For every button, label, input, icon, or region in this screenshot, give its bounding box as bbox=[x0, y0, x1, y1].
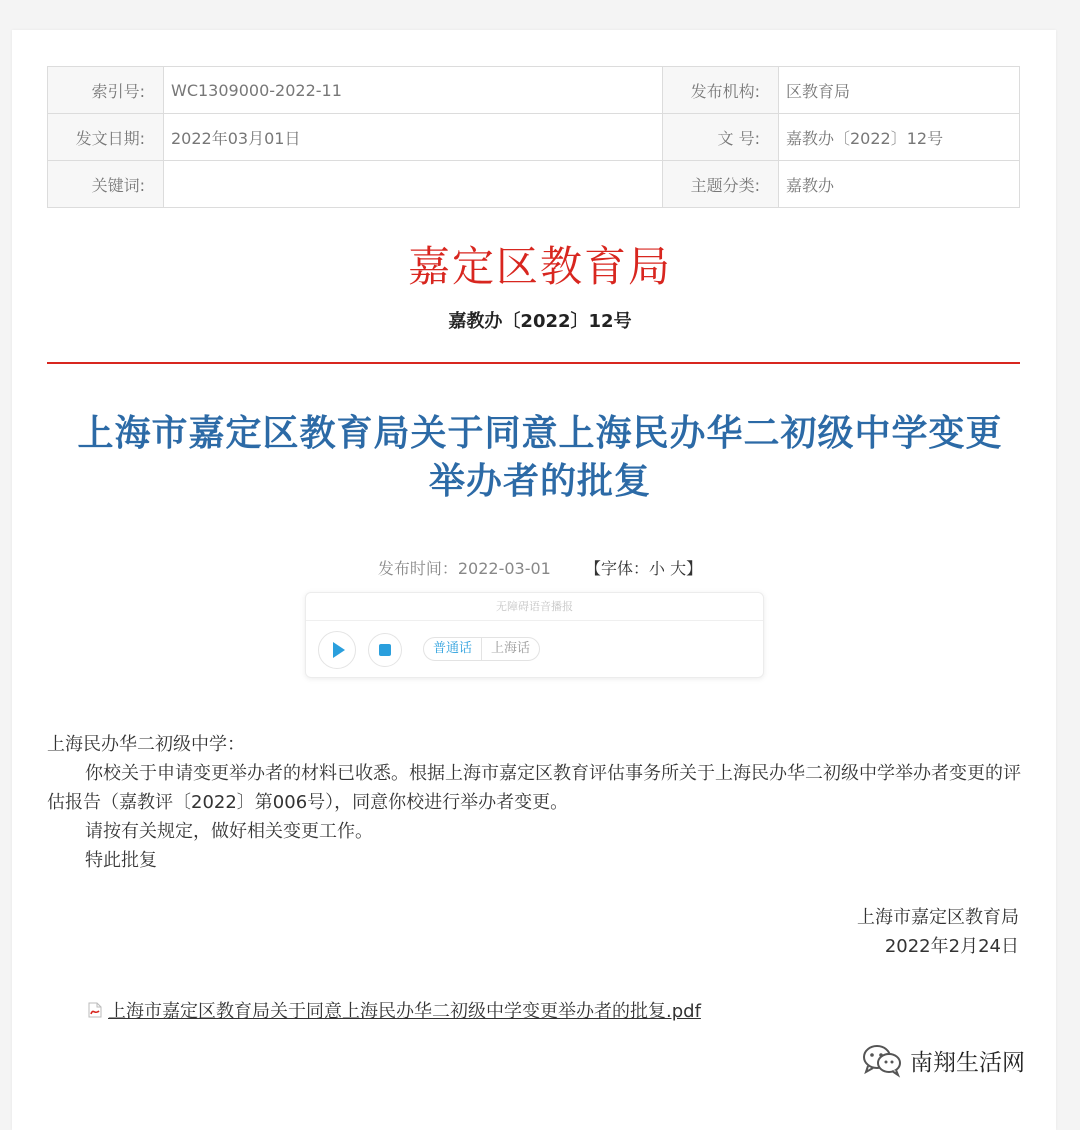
doc-number-value: 嘉教办〔2022〕12号 bbox=[779, 114, 1020, 161]
keywords-label: 关键词: bbox=[48, 161, 164, 208]
mandarin-option[interactable]: 普通话 bbox=[424, 638, 482, 660]
stop-icon bbox=[379, 644, 391, 656]
signature-block bbox=[600, 903, 1019, 961]
watermark bbox=[860, 1040, 1025, 1080]
category-value: 嘉教办 bbox=[779, 161, 1020, 208]
title-line-2: 举办者的批复 bbox=[428, 461, 651, 502]
stop-button[interactable] bbox=[368, 633, 402, 667]
doc-number: 嘉教办〔2022〕12号 bbox=[448, 311, 632, 332]
audio-player bbox=[305, 592, 764, 678]
publish-time-value: 2022-03-01 bbox=[457, 559, 551, 578]
table-row bbox=[48, 161, 1020, 208]
publish-info bbox=[0, 556, 1080, 579]
wechat-icon bbox=[860, 1042, 904, 1078]
table-row bbox=[48, 114, 1020, 161]
watermark-text: 南翔生活网 bbox=[910, 1049, 1025, 1076]
table-row bbox=[48, 67, 1020, 114]
play-icon bbox=[333, 642, 345, 658]
publisher-value: 区教育局 bbox=[779, 67, 1020, 114]
issue-date-value: 2022年03月01日 bbox=[164, 114, 663, 161]
body-paragraph: 请按有关规定，做好相关变更工作。 bbox=[85, 821, 373, 842]
index-value: WC1309000-2022-11 bbox=[164, 67, 663, 114]
salutation: 上海民办华二初级中学： bbox=[47, 734, 245, 755]
publisher-label: 发布机构: bbox=[663, 67, 779, 114]
body-paragraph: 你校关于申请变更举办者的材料已收悉。根据上海市嘉定区教育评估事务所关于上海民办华二初级中学举办者变更的评估报告（嘉教评〔2022〕第006号），同意你校进行举办者变更。 bbox=[47, 763, 1021, 813]
signature-date: 2022年2月24日 bbox=[884, 936, 1019, 957]
title-line-1: 上海市嘉定区教育局关于同意上海民办华二初级中学变更 bbox=[77, 413, 1003, 454]
shanghainese-option[interactable]: 上海话 bbox=[491, 641, 531, 656]
font-size-label: 【字体： bbox=[585, 559, 650, 578]
attachment bbox=[88, 997, 701, 1023]
play-button[interactable] bbox=[318, 631, 356, 669]
org-title: 嘉定区教育局 bbox=[407, 242, 672, 291]
issue-date-label: 发文日期: bbox=[48, 114, 164, 161]
signature-org: 上海市嘉定区教育局 bbox=[857, 907, 1019, 928]
page-title bbox=[40, 410, 1040, 506]
attachment-link[interactable]: 上海市嘉定区教育局关于同意上海民办华二初级中学变更举办者的批复.pdf bbox=[108, 1001, 701, 1022]
pdf-icon bbox=[88, 1002, 102, 1018]
publish-time-label: 发布时间： bbox=[377, 559, 458, 578]
keywords-value bbox=[164, 161, 663, 208]
red-divider bbox=[47, 362, 1020, 364]
font-large-link[interactable]: 大 bbox=[670, 559, 687, 578]
body-paragraph: 特此批复 bbox=[85, 850, 157, 871]
category-label: 主题分类: bbox=[663, 161, 779, 208]
dialect-toggle bbox=[423, 637, 540, 661]
audio-heading: 无障碍语音播报 bbox=[306, 593, 763, 621]
font-small-link[interactable]: 小 bbox=[649, 559, 666, 578]
font-size-close: 】 bbox=[686, 559, 703, 578]
doc-number-label: 文 号: bbox=[663, 114, 779, 161]
document-body bbox=[47, 730, 1022, 875]
metadata-table bbox=[47, 66, 1020, 208]
index-label: 索引号: bbox=[48, 67, 164, 114]
